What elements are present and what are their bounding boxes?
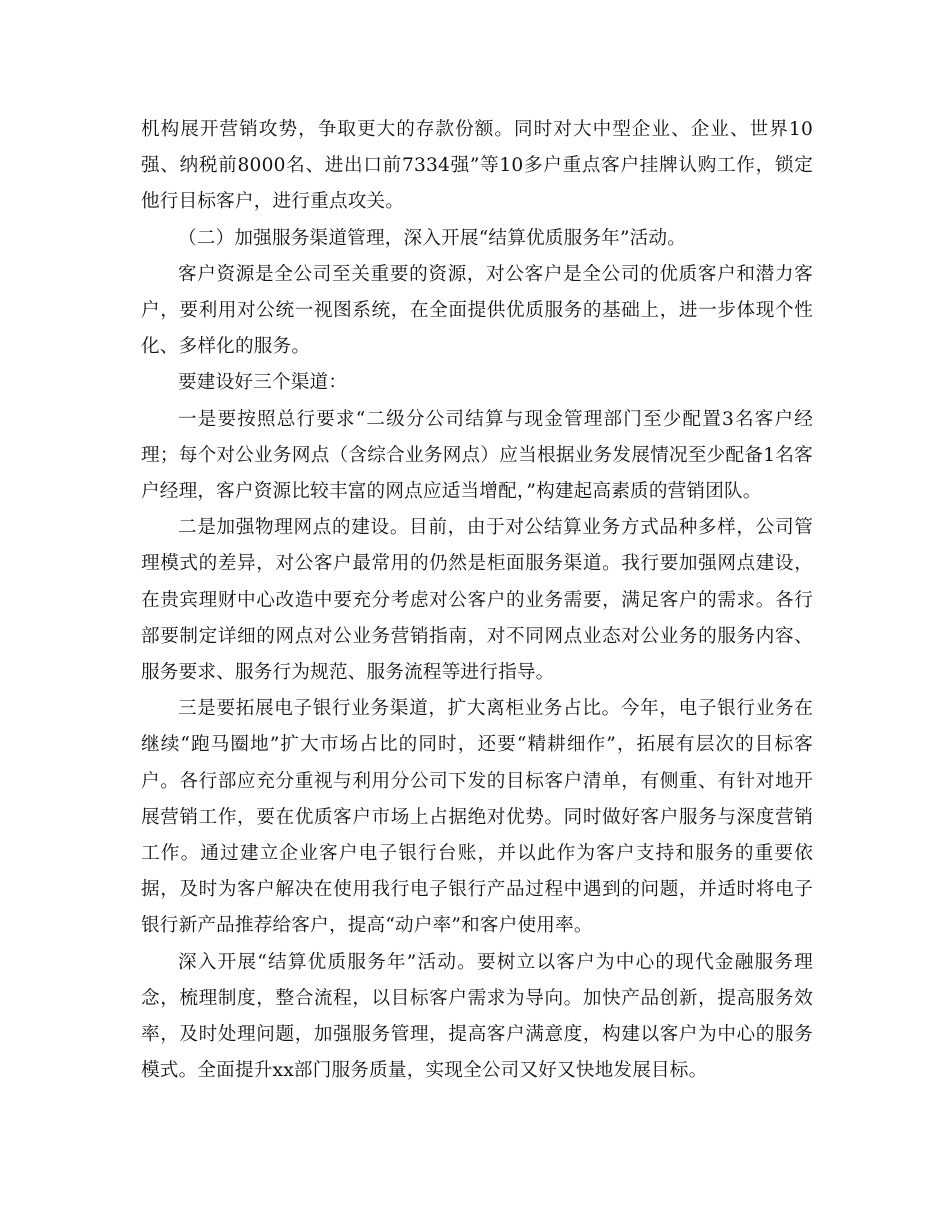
paragraph-service-year: 深入开展“结算优质服务年”活动。要树立以客户为中心的现代金融服务理念，梳理制度，整合流程，以目标客户需求为导向。加快产品创新，提高服务效率，及时处理问题，加强服务管理，提高客户满意度，构建以客户为中心的服务模式。全面提升xx部门服务质量，实现全公司又好又快地发展目标。 — [141, 951, 813, 1082]
section-heading: （二）加强服务渠道管理，深入开展“结算优质服务年”活动。 — [178, 227, 687, 249]
paragraph-channel-two: 二是加强物理网点的建设。目前，由于对公结算业务方式品种多样，公司管理模式的差异，对公客户最常用的仍然是柜面服务渠道。我行要加强网点建设，在贵宾理财中心改造中要充分考虑对公客户的业务需要，满足客户的需求。各行部要制定详细的网点对公业务营销指南，对不同网点业态对公业务的服务内容、服务要求、服务行为规范、服务流程等进行指导。 — [141, 517, 813, 684]
paragraph-channel-three: 三是要拓展电子银行业务渠道，扩大离柜业务占比。今年，电子银行业务在继续“跑马圈地”扩大市场占比的同时，还要“精耕细作”，拓展有层次的目标客户。各行部应充分重视与利用分公司下发的目标客户清单，有侧重、有针对地开展营销工作，要在优质客户市场上占据绝对优势。同时做好客户服务与深度营销工作。通过建立企业客户电子银行台账，并以此作为客户支持和服务的重要依据，及时为客户解决在使用我行电子银行产品过程中遇到的问题，并适时将电子银行新产品推荐给客户，提高“动户率”和客户使用率。 — [141, 698, 813, 937]
document-body — [141, 112, 813, 1089]
paragraph-channel-one: 一是要按照总行要求“二级分公司结算与现金管理部门至少配置3名客户经理；每个对公业务网点（含综合业务网点）应当根据业务发展情况至少配备1名客户经理，客户资源比较丰富的网点应适当增配，”构建起高素质的营销团队。 — [141, 408, 813, 503]
paragraph-three-channels-intro: 要建设好三个渠道： — [178, 372, 348, 394]
paragraph-customer-resources: 客户资源是全公司至关重要的资源，对公客户是全公司的优质客户和潜力客户，要利用对公统一视图系统，在全面提供优质服务的基础上，进一步体现个性化、多样化的服务。 — [141, 263, 813, 358]
paragraph-continuation: 机构展开营销攻势，争取更大的存款份额。同时对大中型企业、企业、世界10强、纳税前8000名、进出口前7334强”等10多户重点客户挂牌认购工作，锁定他行目标客户，进行重点攻关。 — [141, 119, 813, 213]
